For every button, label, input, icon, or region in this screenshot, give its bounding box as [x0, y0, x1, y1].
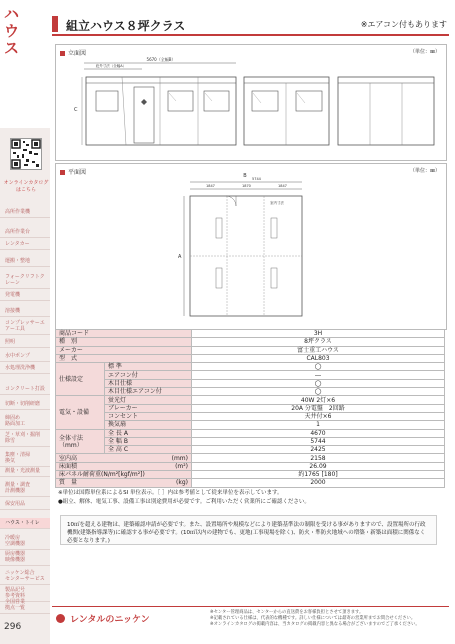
- spec-row: [56, 437, 445, 445]
- elevation-unit: （単位：㎜）: [409, 49, 440, 55]
- spec-sub-label: 換気扇: [105, 421, 192, 429]
- spec-label-text: 商品コード: [59, 330, 90, 338]
- spec-value: ―: [192, 371, 445, 379]
- sidebar-nav-item[interactable]: フォークリフトクレーン: [0, 272, 50, 289]
- spec-value: 20A 分電盤 2回路: [192, 404, 445, 412]
- footer-note: ※オンラインカタログの掲載内容は、当カタログの掲載内容と異なる場合がございますのでご了承ください。: [210, 622, 420, 627]
- footer-notes: [210, 610, 450, 628]
- spec-row: [56, 338, 445, 346]
- sidebar-nav-item[interactable]: ニッケン総合 センターサービス: [0, 568, 50, 585]
- spec-table: [55, 329, 445, 488]
- spec-label: [56, 354, 192, 362]
- footer-divider: [52, 606, 449, 607]
- spec-label-text: 室内高: [59, 454, 78, 462]
- plan-seg-2: 1870: [242, 184, 251, 188]
- spec-sub-label: 全 高 C: [105, 446, 192, 454]
- spec-value: 2158: [192, 454, 445, 462]
- spec-row: [56, 479, 445, 487]
- sidebar-nav-item[interactable]: 保安用品: [0, 499, 50, 510]
- page-header: [52, 14, 449, 36]
- plan-heading: 平面図: [60, 167, 86, 176]
- spec-row: [56, 404, 445, 412]
- spec-unit: (mm): [171, 454, 188, 462]
- spec-sub-label: 木目仕様エアコン付: [105, 388, 192, 396]
- spec-group-label: 電気・設備: [56, 396, 105, 429]
- spec-value: ◯: [192, 379, 445, 387]
- page-number: 296: [4, 622, 22, 632]
- spec-sub-label: 蛍光灯: [105, 396, 192, 404]
- spec-label: [56, 471, 192, 479]
- plan-drawing: [56, 164, 446, 329]
- spec-value: 天井付×6: [192, 412, 445, 420]
- sidebar-nav-item[interactable]: 集塵・清掃 換気: [0, 450, 50, 467]
- plan-seg-3: 1847: [278, 184, 287, 188]
- spec-row: [56, 346, 445, 354]
- spec-value: 約1765 [180]: [192, 471, 445, 479]
- elevation-top-dim: 5670（全幅B）: [146, 57, 176, 62]
- sidebar-nav-item[interactable]: 測量・光波測量: [0, 466, 50, 477]
- spec-value: 26.09: [192, 462, 445, 470]
- spec-sub-label: ブレーカー: [105, 404, 192, 412]
- sidebar-nav-item[interactable]: 照明: [0, 337, 50, 348]
- header-note: ※エアコン付もあります: [360, 20, 447, 29]
- spec-value: 5744: [192, 437, 445, 445]
- sidebar-nav-item[interactable]: コンプレッサーエアー工具: [0, 318, 50, 335]
- spec-label-text: 床パネル耐荷重(N/m²[kgf/m²]): [59, 471, 145, 479]
- sidebar-nav-item[interactable]: 厨房機器 映像機器: [0, 549, 50, 566]
- spec-label-text: 床面積: [59, 462, 78, 470]
- sidebar-nav-item[interactable]: 測量・調査 計測機器: [0, 480, 50, 497]
- spec-label: [56, 454, 192, 462]
- spec-value: 2000: [192, 479, 445, 487]
- spec-row: [56, 429, 445, 437]
- spec-value: 1: [192, 421, 445, 429]
- spec-row: [56, 421, 445, 429]
- spec-row: [56, 379, 445, 387]
- qr-caption: オンラインカタログはこちら: [3, 180, 49, 193]
- spec-value: ◯: [192, 363, 445, 371]
- elevation-heading: 立面図: [60, 48, 86, 57]
- sidebar-nav-item[interactable]: 全国営業 拠点一覧: [0, 597, 50, 614]
- spec-row: [56, 454, 445, 462]
- sidebar-nav-item[interactable]: 溶接機: [0, 306, 50, 317]
- sidebar-nav-item[interactable]: 冷暖房 空調機器: [0, 533, 50, 550]
- spec-label: [56, 338, 192, 346]
- sidebar-nav-item[interactable]: 水中ポンプ: [0, 351, 50, 362]
- sidebar-title: ハウス: [4, 5, 20, 57]
- nikken-logo-icon: [56, 614, 65, 623]
- plan-seg-1: 1847: [206, 184, 215, 188]
- spec-row: [56, 396, 445, 404]
- header-accent: [52, 16, 58, 32]
- footnote-work: ●組立、解体、電気工事、設備工事は別途費用が必要です。ご利用いただく営業所にご確認ください。: [58, 499, 310, 505]
- spec-sub-label: 全 幅 B: [105, 437, 192, 445]
- sidebar-nav-item[interactable]: コンクリート打設: [0, 384, 50, 395]
- page-title: 組立ハウス８坪クラス: [66, 19, 186, 33]
- spec-value: 2425: [192, 446, 445, 454]
- sidebar-nav-item[interactable]: 発電機: [0, 290, 50, 301]
- sidebar-nav-item[interactable]: 高所作業台: [0, 227, 50, 238]
- elevation-drawing: [56, 45, 446, 160]
- spec-value: 8坪クラス: [192, 338, 445, 346]
- footnotes: [58, 489, 310, 507]
- spec-row: [56, 388, 445, 396]
- plan-room-label: 室内寸法: [270, 201, 284, 205]
- spec-unit: (kg): [176, 479, 188, 487]
- spec-row: [56, 446, 445, 454]
- spec-label-text: 種 別: [59, 338, 78, 346]
- spec-group-label: 全体寸法 （mm）: [56, 429, 105, 454]
- sidebar-nav-item[interactable]: 芝・草刈・掘削 除雪: [0, 430, 50, 447]
- spec-label-text: 型 式: [59, 355, 78, 363]
- spec-label: [56, 330, 192, 338]
- spec-row: [56, 471, 445, 479]
- sidebar-nav-item[interactable]: 高所作業機: [0, 207, 50, 218]
- elevation-eave-label: 庇外寸法（全幅A）: [95, 64, 127, 68]
- spec-unit: (m²): [175, 462, 188, 470]
- sidebar-nav-item[interactable]: 製品記号 参考資料: [0, 585, 50, 602]
- elevation-panel: [55, 44, 447, 161]
- spec-sub-label: 標 準: [105, 363, 192, 371]
- spec-row: [56, 412, 445, 420]
- spec-value: 富士重工ハウス: [192, 346, 445, 354]
- footer-note: ※記載されている仕様は、代表的な機種です。詳しい仕様については最寄の営業所までお問合せください。: [210, 616, 416, 621]
- spec-row: [56, 354, 445, 362]
- spec-label: [56, 479, 192, 487]
- sidebar-nav-item[interactable]: 水処理洗浄機: [0, 363, 50, 374]
- footnote-si: ※単位は国際単位系によるSI 単位表示。［ ］内は参考値として従来単位を表示しています。: [58, 490, 283, 496]
- spec-value: CAL803: [192, 354, 445, 362]
- spec-sub-label: 木目仕様: [105, 379, 192, 387]
- sidebar-nav-item[interactable]: 運搬・整地: [0, 256, 50, 267]
- spec-group-label: 仕様設定: [56, 363, 105, 396]
- spec-value: 3H: [192, 330, 445, 338]
- spec-label: [56, 462, 192, 470]
- sidebar-nav-item[interactable]: 切断・切削研磨: [0, 399, 50, 410]
- building-notice: 10㎡を超える建物は、建築確認申請が必要です。また、設置場所や規模などにより建築基準法の制限を受ける事がありますので、設置場所の行政機関(建築指導課等)に確認する事が必要です。(10㎡以内の建物でも、更地(工事現場を除く)、防火・準防火地域への増築・新築は面積に関係なく必要となります。): [60, 515, 437, 545]
- plan-b-value: 5744: [252, 177, 261, 181]
- spec-label-text: 質 量: [59, 479, 78, 487]
- spec-row: [56, 371, 445, 379]
- qr-code[interactable]: [10, 138, 42, 170]
- plan-a-label: A: [178, 254, 182, 260]
- spec-row: [56, 363, 445, 371]
- spec-row: [56, 462, 445, 470]
- sidebar-nav-item[interactable]: レンタカー: [0, 239, 50, 250]
- spec-label-text: メーカー: [59, 346, 83, 354]
- spec-value: 40W 2灯×6: [192, 396, 445, 404]
- footer-note: ※センター管理商品は、センターからの直送費をお客様負担とさせて頂きます。: [210, 610, 364, 615]
- spec-sub-label: 全 長 A: [105, 429, 192, 437]
- plan-b-label: B: [243, 173, 247, 179]
- spec-value: 4670: [192, 429, 445, 437]
- spec-value: ◯: [192, 388, 445, 396]
- plan-unit: （単位：㎜）: [409, 168, 440, 174]
- spec-row: [56, 330, 445, 338]
- plan-panel: [55, 163, 447, 330]
- spec-label: [56, 346, 192, 354]
- sidebar-nav-item[interactable]: ハウス・トイレ: [0, 518, 50, 529]
- sidebar-nav-item[interactable]: 締固め 路面加工: [0, 413, 50, 430]
- spec-sub-label: エアコン付: [105, 371, 192, 379]
- elevation-c-label: C: [74, 107, 78, 113]
- spec-sub-label: コンセント: [105, 412, 192, 420]
- company-logo: レンタルのニッケン: [70, 615, 150, 625]
